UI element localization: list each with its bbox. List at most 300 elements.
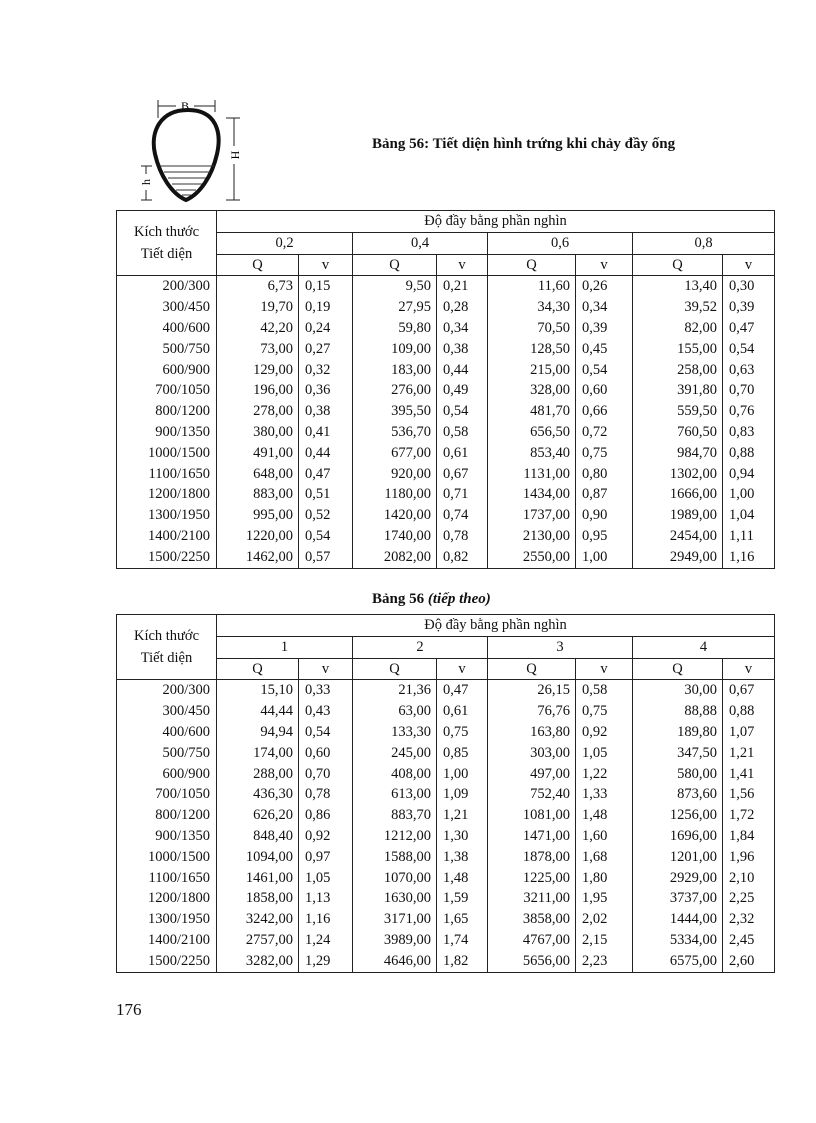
velocity-cell: 0,54 bbox=[299, 722, 353, 743]
v-header: v bbox=[576, 658, 633, 680]
flow-cell: 1462,00 bbox=[217, 547, 299, 568]
size-cell: 200/300 bbox=[117, 680, 217, 701]
table-row bbox=[117, 464, 775, 485]
velocity-cell: 0,33 bbox=[299, 680, 353, 701]
velocity-cell: 2,10 bbox=[723, 868, 775, 889]
velocity-cell: 0,66 bbox=[576, 401, 633, 422]
table-row bbox=[117, 401, 775, 422]
flow-cell: 3282,00 bbox=[217, 951, 299, 972]
flow-cell: 613,00 bbox=[353, 784, 437, 805]
velocity-cell: 1,38 bbox=[437, 847, 488, 868]
flow-cell: 128,50 bbox=[488, 339, 576, 360]
velocity-cell: 0,24 bbox=[299, 318, 353, 339]
q-header: Q bbox=[217, 254, 299, 276]
flow-cell: 215,00 bbox=[488, 360, 576, 381]
flow-cell: 88,88 bbox=[633, 701, 723, 722]
velocity-cell: 0,78 bbox=[299, 784, 353, 805]
flow-cell: 559,50 bbox=[633, 401, 723, 422]
table-row bbox=[117, 701, 775, 722]
flow-cell: 2082,00 bbox=[353, 547, 437, 568]
fill-header: 3 bbox=[488, 636, 633, 658]
velocity-cell: 2,32 bbox=[723, 909, 775, 930]
velocity-cell: 0,75 bbox=[576, 701, 633, 722]
velocity-cell: 1,33 bbox=[576, 784, 633, 805]
table-row bbox=[117, 784, 775, 805]
flow-cell: 303,00 bbox=[488, 743, 576, 764]
table-row bbox=[117, 276, 775, 297]
flow-cell: 26,15 bbox=[488, 680, 576, 701]
velocity-cell: 2,02 bbox=[576, 909, 633, 930]
flow-cell: 481,70 bbox=[488, 401, 576, 422]
velocity-cell: 0,71 bbox=[437, 484, 488, 505]
flow-cell: 648,00 bbox=[217, 464, 299, 485]
flow-cell: 44,44 bbox=[217, 701, 299, 722]
v-header: v bbox=[299, 658, 353, 680]
flow-cell: 883,70 bbox=[353, 805, 437, 826]
velocity-cell: 1,11 bbox=[723, 526, 775, 547]
velocity-cell: 0,94 bbox=[723, 464, 775, 485]
velocity-cell: 1,74 bbox=[437, 930, 488, 951]
flow-cell: 70,50 bbox=[488, 318, 576, 339]
flow-cell: 245,00 bbox=[353, 743, 437, 764]
velocity-cell: 0,70 bbox=[723, 380, 775, 401]
size-cell: 1100/1650 bbox=[117, 464, 217, 485]
flow-cell: 391,80 bbox=[633, 380, 723, 401]
flow-cell: 1220,00 bbox=[217, 526, 299, 547]
velocity-cell: 0,67 bbox=[437, 464, 488, 485]
table-row bbox=[117, 547, 775, 568]
size-cell: 1200/1800 bbox=[117, 484, 217, 505]
table-row bbox=[117, 360, 775, 381]
flow-cell: 328,00 bbox=[488, 380, 576, 401]
table-row bbox=[117, 680, 775, 701]
h-fill-label: h bbox=[139, 179, 153, 185]
flow-cell: 3737,00 bbox=[633, 888, 723, 909]
velocity-cell: 2,23 bbox=[576, 951, 633, 972]
velocity-cell: 0,90 bbox=[576, 505, 633, 526]
fill-header: 0,6 bbox=[488, 232, 633, 254]
velocity-cell: 0,54 bbox=[437, 401, 488, 422]
table-row bbox=[117, 764, 775, 785]
velocity-cell: 0,30 bbox=[723, 276, 775, 297]
velocity-cell: 0,36 bbox=[299, 380, 353, 401]
flow-cell: 408,00 bbox=[353, 764, 437, 785]
flow-cell: 1420,00 bbox=[353, 505, 437, 526]
flow-cell: 5656,00 bbox=[488, 951, 576, 972]
flow-cell: 1081,00 bbox=[488, 805, 576, 826]
table-row bbox=[117, 339, 775, 360]
flow-cell: 183,00 bbox=[353, 360, 437, 381]
flow-cell: 984,70 bbox=[633, 443, 723, 464]
velocity-cell: 0,63 bbox=[723, 360, 775, 381]
velocity-cell: 1,05 bbox=[576, 743, 633, 764]
table-row bbox=[117, 909, 775, 930]
size-cell: 1500/2250 bbox=[117, 951, 217, 972]
velocity-cell: 0,21 bbox=[437, 276, 488, 297]
flow-cell: 30,00 bbox=[633, 680, 723, 701]
flow-cell: 995,00 bbox=[217, 505, 299, 526]
q-header: Q bbox=[488, 254, 576, 276]
velocity-cell: 0,83 bbox=[723, 422, 775, 443]
flow-cell: 1212,00 bbox=[353, 826, 437, 847]
table-row bbox=[117, 805, 775, 826]
flow-cell: 1740,00 bbox=[353, 526, 437, 547]
velocity-cell: 1,29 bbox=[299, 951, 353, 972]
velocity-cell: 1,21 bbox=[437, 805, 488, 826]
flow-cell: 163,80 bbox=[488, 722, 576, 743]
flow-cell: 76,76 bbox=[488, 701, 576, 722]
flow-cell: 15,10 bbox=[217, 680, 299, 701]
flow-cell: 2757,00 bbox=[217, 930, 299, 951]
size-cell: 900/1350 bbox=[117, 826, 217, 847]
velocity-cell: 1,21 bbox=[723, 743, 775, 764]
flow-cell: 258,00 bbox=[633, 360, 723, 381]
velocity-cell: 0,61 bbox=[437, 443, 488, 464]
fill-header: 0,2 bbox=[217, 232, 353, 254]
flow-cell: 59,80 bbox=[353, 318, 437, 339]
velocity-cell: 0,86 bbox=[299, 805, 353, 826]
table-row bbox=[117, 443, 775, 464]
size-cell: 1200/1800 bbox=[117, 888, 217, 909]
flow-cell: 1588,00 bbox=[353, 847, 437, 868]
velocity-cell: 0,39 bbox=[723, 297, 775, 318]
flow-cell: 3989,00 bbox=[353, 930, 437, 951]
velocity-cell: 0,38 bbox=[437, 339, 488, 360]
velocity-cell: 0,19 bbox=[299, 297, 353, 318]
table-row bbox=[117, 847, 775, 868]
flow-cell: 347,50 bbox=[633, 743, 723, 764]
velocity-cell: 0,70 bbox=[299, 764, 353, 785]
flow-cell: 580,00 bbox=[633, 764, 723, 785]
flow-cell: 1256,00 bbox=[633, 805, 723, 826]
size-cell: 300/450 bbox=[117, 701, 217, 722]
fill-group-header: Độ đầy bằng phần nghìn bbox=[217, 615, 775, 637]
velocity-cell: 0,97 bbox=[299, 847, 353, 868]
table-row bbox=[117, 743, 775, 764]
flow-cell: 189,80 bbox=[633, 722, 723, 743]
v-header: v bbox=[723, 254, 775, 276]
fill-header: 4 bbox=[633, 636, 775, 658]
velocity-cell: 0,74 bbox=[437, 505, 488, 526]
flow-cell: 73,00 bbox=[217, 339, 299, 360]
table-row bbox=[117, 297, 775, 318]
velocity-cell: 1,00 bbox=[576, 547, 633, 568]
velocity-cell: 1,56 bbox=[723, 784, 775, 805]
q-header: Q bbox=[488, 658, 576, 680]
velocity-cell: 1,72 bbox=[723, 805, 775, 826]
table-body bbox=[117, 680, 775, 972]
flow-cell: 920,00 bbox=[353, 464, 437, 485]
flow-cell: 436,30 bbox=[217, 784, 299, 805]
flow-cell: 3211,00 bbox=[488, 888, 576, 909]
v-header: v bbox=[437, 658, 488, 680]
flow-cell: 21,36 bbox=[353, 680, 437, 701]
velocity-cell: 0,95 bbox=[576, 526, 633, 547]
table-row bbox=[117, 888, 775, 909]
flow-cell: 94,94 bbox=[217, 722, 299, 743]
size-cell: 200/300 bbox=[117, 276, 217, 297]
size-cell: 1000/1500 bbox=[117, 847, 217, 868]
size-cell: 1000/1500 bbox=[117, 443, 217, 464]
velocity-cell: 1,07 bbox=[723, 722, 775, 743]
velocity-cell: 2,60 bbox=[723, 951, 775, 972]
table-row bbox=[117, 930, 775, 951]
velocity-cell: 1,04 bbox=[723, 505, 775, 526]
egg-outline bbox=[154, 110, 219, 200]
flow-cell: 883,00 bbox=[217, 484, 299, 505]
flow-cell: 11,60 bbox=[488, 276, 576, 297]
velocity-cell: 0,88 bbox=[723, 443, 775, 464]
velocity-cell: 0,44 bbox=[437, 360, 488, 381]
velocity-cell: 0,27 bbox=[299, 339, 353, 360]
flow-cell: 1070,00 bbox=[353, 868, 437, 889]
velocity-cell: 1,68 bbox=[576, 847, 633, 868]
velocity-cell: 0,85 bbox=[437, 743, 488, 764]
velocity-cell: 0,72 bbox=[576, 422, 633, 443]
velocity-cell: 0,75 bbox=[437, 722, 488, 743]
velocity-cell: 1,13 bbox=[299, 888, 353, 909]
table-row bbox=[117, 422, 775, 443]
velocity-cell: 0,28 bbox=[437, 297, 488, 318]
velocity-cell: 0,61 bbox=[437, 701, 488, 722]
velocity-cell: 1,80 bbox=[576, 868, 633, 889]
fill-group-header: Độ đầy bằng phần nghìn bbox=[217, 211, 775, 233]
flow-cell: 1094,00 bbox=[217, 847, 299, 868]
flow-cell: 1989,00 bbox=[633, 505, 723, 526]
size-cell: 700/1050 bbox=[117, 380, 217, 401]
velocity-cell: 1,30 bbox=[437, 826, 488, 847]
page-number: 176 bbox=[116, 1000, 142, 1019]
velocity-cell: 0,52 bbox=[299, 505, 353, 526]
size-cell: 600/900 bbox=[117, 764, 217, 785]
table-56-continued bbox=[116, 614, 775, 973]
fill-header: 0,4 bbox=[353, 232, 488, 254]
q-header: Q bbox=[633, 658, 723, 680]
velocity-cell: 0,60 bbox=[576, 380, 633, 401]
size-cell: 900/1350 bbox=[117, 422, 217, 443]
velocity-cell: 0,78 bbox=[437, 526, 488, 547]
flow-cell: 1461,00 bbox=[217, 868, 299, 889]
flow-cell: 1225,00 bbox=[488, 868, 576, 889]
flow-cell: 3171,00 bbox=[353, 909, 437, 930]
flow-cell: 1302,00 bbox=[633, 464, 723, 485]
size-cell: 1300/1950 bbox=[117, 505, 217, 526]
size-column-header: Kích thước Tiết diện bbox=[117, 211, 217, 276]
velocity-cell: 0,41 bbox=[299, 422, 353, 443]
velocity-cell: 0,88 bbox=[723, 701, 775, 722]
flow-cell: 63,00 bbox=[353, 701, 437, 722]
flow-cell: 42,20 bbox=[217, 318, 299, 339]
flow-cell: 174,00 bbox=[217, 743, 299, 764]
flow-cell: 109,00 bbox=[353, 339, 437, 360]
flow-cell: 82,00 bbox=[633, 318, 723, 339]
flow-cell: 155,00 bbox=[633, 339, 723, 360]
flow-cell: 276,00 bbox=[353, 380, 437, 401]
table-row bbox=[117, 722, 775, 743]
flow-cell: 1630,00 bbox=[353, 888, 437, 909]
flow-cell: 1696,00 bbox=[633, 826, 723, 847]
flow-cell: 656,50 bbox=[488, 422, 576, 443]
velocity-cell: 0,47 bbox=[437, 680, 488, 701]
velocity-cell: 0,58 bbox=[437, 422, 488, 443]
flow-cell: 2130,00 bbox=[488, 526, 576, 547]
velocity-cell: 0,15 bbox=[299, 276, 353, 297]
velocity-cell: 1,65 bbox=[437, 909, 488, 930]
velocity-cell: 1,82 bbox=[437, 951, 488, 972]
size-cell: 1300/1950 bbox=[117, 909, 217, 930]
continuation-caption: Bảng 56 (tiếp theo) bbox=[372, 591, 491, 607]
v-header: v bbox=[299, 254, 353, 276]
size-cell: 400/600 bbox=[117, 318, 217, 339]
size-cell: 800/1200 bbox=[117, 401, 217, 422]
velocity-cell: 1,00 bbox=[437, 764, 488, 785]
velocity-cell: 1,05 bbox=[299, 868, 353, 889]
flow-cell: 1434,00 bbox=[488, 484, 576, 505]
size-cell: 700/1050 bbox=[117, 784, 217, 805]
velocity-cell: 0,49 bbox=[437, 380, 488, 401]
velocity-cell: 1,96 bbox=[723, 847, 775, 868]
egg-section-diagram bbox=[138, 96, 248, 204]
flow-cell: 848,40 bbox=[217, 826, 299, 847]
flow-cell: 6,73 bbox=[217, 276, 299, 297]
q-header: Q bbox=[353, 658, 437, 680]
table-row bbox=[117, 380, 775, 401]
velocity-cell: 1,24 bbox=[299, 930, 353, 951]
velocity-cell: 0,43 bbox=[299, 701, 353, 722]
velocity-cell: 0,39 bbox=[576, 318, 633, 339]
v-header: v bbox=[437, 254, 488, 276]
flow-cell: 4646,00 bbox=[353, 951, 437, 972]
flow-cell: 536,70 bbox=[353, 422, 437, 443]
flow-cell: 34,30 bbox=[488, 297, 576, 318]
flow-cell: 491,00 bbox=[217, 443, 299, 464]
velocity-cell: 0,45 bbox=[576, 339, 633, 360]
size-cell: 1400/2100 bbox=[117, 930, 217, 951]
flow-cell: 1471,00 bbox=[488, 826, 576, 847]
flow-cell: 873,60 bbox=[633, 784, 723, 805]
flow-cell: 1666,00 bbox=[633, 484, 723, 505]
table-header bbox=[117, 211, 775, 276]
flow-cell: 2550,00 bbox=[488, 547, 576, 568]
velocity-cell: 1,16 bbox=[723, 547, 775, 568]
velocity-cell: 0,58 bbox=[576, 680, 633, 701]
flow-cell: 39,52 bbox=[633, 297, 723, 318]
velocity-cell: 0,75 bbox=[576, 443, 633, 464]
velocity-cell: 0,47 bbox=[299, 464, 353, 485]
flow-cell: 278,00 bbox=[217, 401, 299, 422]
size-cell: 1100/1650 bbox=[117, 868, 217, 889]
table-body bbox=[117, 276, 775, 568]
velocity-cell: 0,54 bbox=[723, 339, 775, 360]
flow-cell: 196,00 bbox=[217, 380, 299, 401]
flow-cell: 6575,00 bbox=[633, 951, 723, 972]
table-caption: Bảng 56: Tiết diện hình trứng khi chảy đầy ống bbox=[372, 136, 676, 152]
velocity-cell: 0,32 bbox=[299, 360, 353, 381]
size-cell: 1500/2250 bbox=[117, 547, 217, 568]
flow-cell: 3242,00 bbox=[217, 909, 299, 930]
velocity-cell: 1,22 bbox=[576, 764, 633, 785]
flow-cell: 395,50 bbox=[353, 401, 437, 422]
table-row bbox=[117, 868, 775, 889]
table-row bbox=[117, 951, 775, 972]
table-row bbox=[117, 526, 775, 547]
flow-cell: 133,30 bbox=[353, 722, 437, 743]
fill-header: 0,8 bbox=[633, 232, 775, 254]
flow-cell: 1878,00 bbox=[488, 847, 576, 868]
flow-cell: 4767,00 bbox=[488, 930, 576, 951]
size-column-header: Kích thước Tiết diện bbox=[117, 615, 217, 680]
velocity-cell: 1,41 bbox=[723, 764, 775, 785]
velocity-cell: 1,48 bbox=[437, 868, 488, 889]
v-header: v bbox=[576, 254, 633, 276]
velocity-cell: 0,57 bbox=[299, 547, 353, 568]
flow-cell: 1201,00 bbox=[633, 847, 723, 868]
flow-cell: 380,00 bbox=[217, 422, 299, 443]
velocity-cell: 0,92 bbox=[576, 722, 633, 743]
table-row bbox=[117, 484, 775, 505]
velocity-cell: 0,76 bbox=[723, 401, 775, 422]
velocity-cell: 2,45 bbox=[723, 930, 775, 951]
fill-header: 2 bbox=[353, 636, 488, 658]
velocity-cell: 0,38 bbox=[299, 401, 353, 422]
flow-cell: 1737,00 bbox=[488, 505, 576, 526]
flow-cell: 497,00 bbox=[488, 764, 576, 785]
flow-cell: 1180,00 bbox=[353, 484, 437, 505]
table-row bbox=[117, 826, 775, 847]
flow-cell: 752,40 bbox=[488, 784, 576, 805]
velocity-cell: 1,09 bbox=[437, 784, 488, 805]
q-header: Q bbox=[217, 658, 299, 680]
flow-cell: 626,20 bbox=[217, 805, 299, 826]
velocity-cell: 0,44 bbox=[299, 443, 353, 464]
table-56 bbox=[116, 210, 775, 569]
velocity-cell: 0,80 bbox=[576, 464, 633, 485]
flow-cell: 13,40 bbox=[633, 276, 723, 297]
flow-cell: 2454,00 bbox=[633, 526, 723, 547]
velocity-cell: 2,25 bbox=[723, 888, 775, 909]
size-cell: 300/450 bbox=[117, 297, 217, 318]
size-cell: 1400/2100 bbox=[117, 526, 217, 547]
flow-cell: 129,00 bbox=[217, 360, 299, 381]
flow-cell: 3858,00 bbox=[488, 909, 576, 930]
q-header: Q bbox=[353, 254, 437, 276]
size-cell: 400/600 bbox=[117, 722, 217, 743]
size-cell: 500/750 bbox=[117, 743, 217, 764]
flow-cell: 760,50 bbox=[633, 422, 723, 443]
table-row bbox=[117, 505, 775, 526]
velocity-cell: 1,95 bbox=[576, 888, 633, 909]
velocity-cell: 0,34 bbox=[437, 318, 488, 339]
flow-cell: 677,00 bbox=[353, 443, 437, 464]
flow-cell: 853,40 bbox=[488, 443, 576, 464]
flow-cell: 288,00 bbox=[217, 764, 299, 785]
velocity-cell: 0,60 bbox=[299, 743, 353, 764]
flow-cell: 1444,00 bbox=[633, 909, 723, 930]
velocity-cell: 0,54 bbox=[299, 526, 353, 547]
velocity-cell: 1,84 bbox=[723, 826, 775, 847]
velocity-cell: 1,60 bbox=[576, 826, 633, 847]
flow-cell: 2929,00 bbox=[633, 868, 723, 889]
flow-cell: 1131,00 bbox=[488, 464, 576, 485]
table-header bbox=[117, 615, 775, 680]
flow-cell: 2949,00 bbox=[633, 547, 723, 568]
size-cell: 800/1200 bbox=[117, 805, 217, 826]
velocity-cell: 0,26 bbox=[576, 276, 633, 297]
velocity-cell: 0,54 bbox=[576, 360, 633, 381]
q-header: Q bbox=[633, 254, 723, 276]
velocity-cell: 0,82 bbox=[437, 547, 488, 568]
velocity-cell: 1,48 bbox=[576, 805, 633, 826]
